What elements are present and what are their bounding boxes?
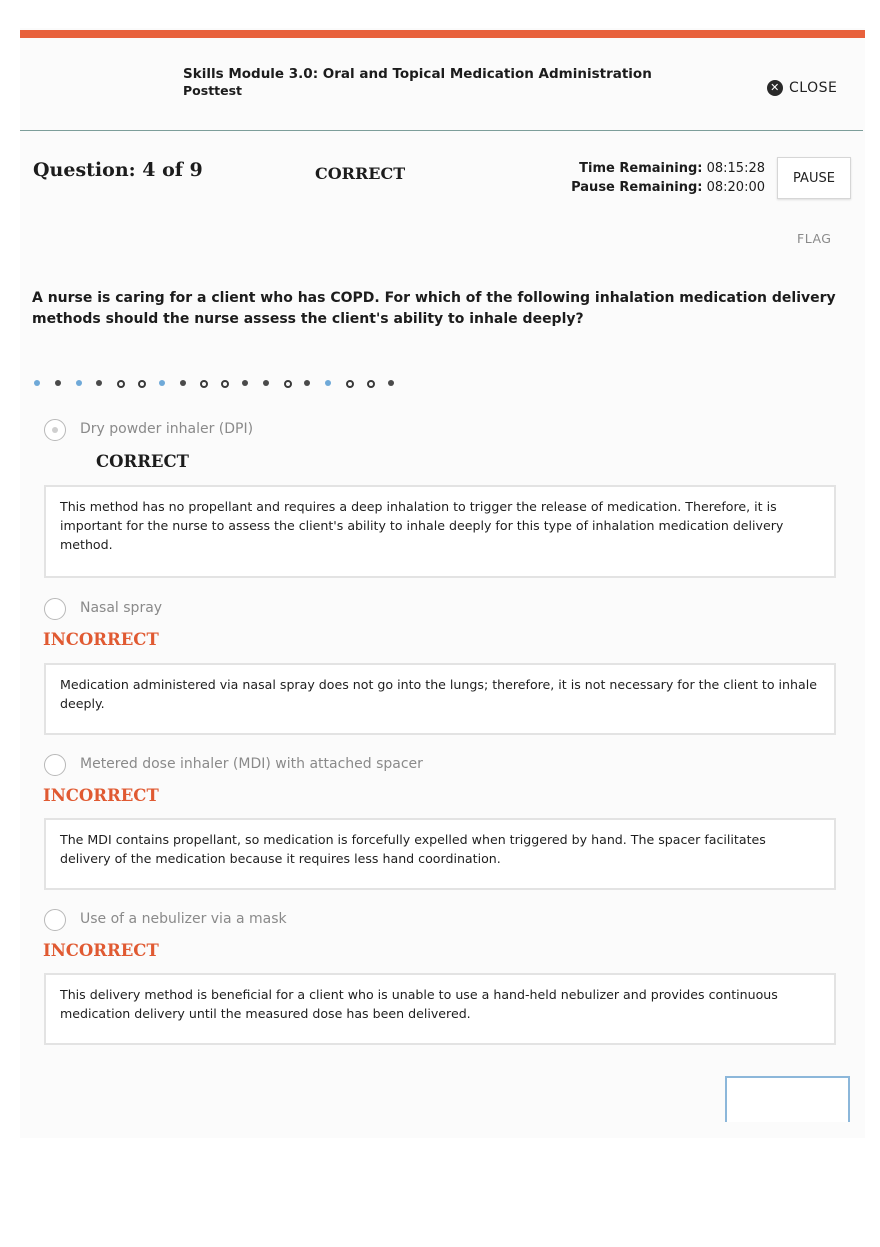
verdict-incorrect: INCORRECT <box>43 941 159 960</box>
pause-remaining-label: Pause Remaining: <box>571 180 703 195</box>
progress-dot[interactable] <box>34 380 40 386</box>
progress-dot[interactable] <box>138 380 146 388</box>
rationale-box: This method has no propellant and requires a deep inhalation to trigger the release of medication. Therefore, it is important for the nurse to assess the client's ability to inhale deeply for this type of inhalation medication delivery method. <box>44 485 836 578</box>
module-title: Skills Module 3.0: Oral and Topical Medication Administration <box>183 66 652 82</box>
close-label: CLOSE <box>789 80 838 96</box>
answer-status: CORRECT <box>315 164 406 183</box>
time-remaining-value: 08:15:28 <box>706 161 765 176</box>
radio-button-selected[interactable] <box>44 419 66 441</box>
progress-dot[interactable] <box>388 380 394 386</box>
radio-button[interactable] <box>44 909 66 931</box>
progress-dot[interactable] <box>367 380 375 388</box>
progress-dot[interactable] <box>159 380 165 386</box>
pause-remaining-value: 08:20:00 <box>706 180 765 195</box>
header-divider <box>20 130 863 131</box>
question-text: A nurse is caring for a client who has COPD. For which of the following inhalation medication delivery methods should the nurse assess the client's ability to inhale deeply? <box>32 290 836 327</box>
next-button[interactable] <box>725 1076 850 1122</box>
rationale-box: This delivery method is beneficial for a client who is unable to use a hand-held nebulizer and provides continuous medication delivery until the measured dose has been delivered. <box>44 973 836 1045</box>
option-label[interactable]: Dry powder inhaler (DPI) <box>80 421 254 437</box>
accent-bar <box>20 30 865 38</box>
progress-dot[interactable] <box>263 380 269 386</box>
question-counter: Question: 4 of 9 <box>33 159 203 181</box>
progress-dot[interactable] <box>180 380 186 386</box>
option-label[interactable]: Metered dose inhaler (MDI) with attached spacer <box>80 756 423 772</box>
progress-dot[interactable] <box>76 380 82 386</box>
time-remaining-label: Time Remaining: <box>579 161 703 176</box>
verdict-incorrect: INCORRECT <box>43 630 159 649</box>
timer-panel <box>571 159 765 197</box>
flag-button[interactable]: FLAG <box>797 231 832 246</box>
progress-dot[interactable] <box>55 380 61 386</box>
progress-dot[interactable] <box>242 380 248 386</box>
radio-button[interactable] <box>44 598 66 620</box>
close-circle-icon: ✕ <box>767 80 783 96</box>
pause-button[interactable]: PAUSE <box>777 157 851 199</box>
pause-remaining <box>571 178 765 197</box>
progress-dot[interactable] <box>284 380 292 388</box>
close-button[interactable] <box>767 80 837 96</box>
test-type-label: Posttest <box>183 83 243 98</box>
time-remaining <box>571 159 765 178</box>
rationale-box: Medication administered via nasal spray does not go into the lungs; therefore, it is not necessary for the client to inhale deeply. <box>44 663 836 735</box>
option-label[interactable]: Nasal spray <box>80 600 163 616</box>
radio-button[interactable] <box>44 754 66 776</box>
progress-dot[interactable] <box>346 380 354 388</box>
rationale-box: The MDI contains propellant, so medication is forcefully expelled when triggered by hand. The spacer facilitates delivery of the medication because it requires less hand coordination. <box>44 818 836 890</box>
option-label[interactable]: Use of a nebulizer via a mask <box>80 911 287 927</box>
verdict-incorrect: INCORRECT <box>43 786 159 805</box>
verdict-correct: CORRECT <box>96 452 189 471</box>
